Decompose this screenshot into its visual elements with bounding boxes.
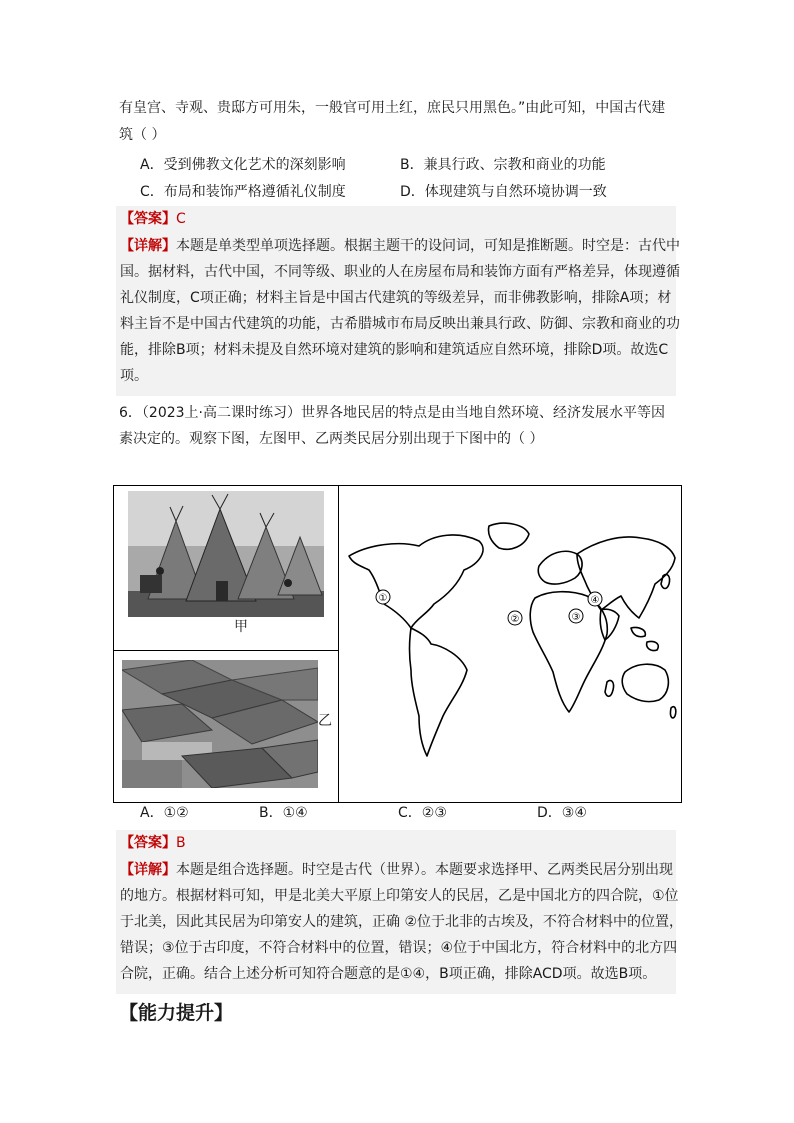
q6-detail-line: 合院，正确。结合上述分析可知符合题意的是①④，B项正确，排除ACD项。故选B项。 [120,966,657,982]
q6-option-b: B．①④ [259,805,308,821]
q5-detail-line: 礼仪制度，C项正确；材料主旨是中国古代建筑的等级差异，而非佛教影响，排除A项；材 [120,290,672,306]
q5-stem-line1: 有皇宫、寺观、贵邸方可用朱，一般官可用土红，庶民只用黑色。”由此可知，中国古代建 [119,100,666,116]
q5-detail-line: 国。据材料，古代中国，不同等级、职业的人在房屋布局和装饰方面有严格差异，体现遵循 [120,264,680,280]
q6-stem-line1: 6．（2023上·高二课时练习）世界各地民居的特点是由当地自然环境、经济发展水平等因 [119,405,665,421]
q6-detail-line: 错误；③位于古印度，不符合材料中的位置，错误；④位于中国北方，符合材料中的北方四 [120,940,678,956]
q6-option-d: D．③④ [537,805,587,821]
q6-detail-line: 的地方。根据材料可知，甲是北美大平原上印第安人的民居，乙是中国北方的四合院，①位 [120,888,679,904]
q6-detail-line: 【详解】本题是组合选择题。时空是古代（世界）。本题要求选择甲、乙两类民居分别出现 [120,862,673,878]
answer-value: C [176,211,186,227]
q5-detail-line: 项。 [120,368,148,384]
q5-option-a: A．受到佛教文化艺术的深刻影响 [140,157,346,173]
answer-tag: 【答案】 [120,835,176,851]
q6-answer [120,833,186,853]
q5-stem-line2: 筑（ ） [119,127,166,143]
detail-tag: 【详解】 [120,862,176,878]
q6-answer-box [116,830,683,994]
q5-detail-line: 料主旨不是中国古代建筑的功能，古希腊城市布局反映出兼具行政、防御、宗教和商业的功 [120,316,680,332]
answer-value: B [176,835,186,851]
detail-tag: 【详解】 [120,238,176,254]
q5-option-d: D．体现建筑与自然环境协调一致 [400,184,607,200]
answer-tag: 【答案】 [120,211,176,227]
q6-detail-line: 于北美，因此其民居为印第安人的建筑，正确 ②位于北非的古埃及，不符合材料中的位置， [120,914,683,930]
q6-figure [113,485,682,803]
courtyard-house-photo [122,660,318,788]
q5-answer-box [116,206,680,396]
label-jia: 甲 [234,619,248,635]
q6-option-c: C．②③ [398,805,447,821]
figure-panel-jia [114,486,339,651]
q5-option-c: C．布局和装饰严格遵循礼仪制度 [140,184,346,200]
map-marker-2: ② [510,614,520,625]
map-marker-4: ④ [590,595,600,606]
q5-answer [120,209,186,229]
world-map-image [339,486,681,802]
figure-panel-yi [114,651,339,802]
map-marker-3: ③ [571,612,581,623]
section-heading: 【能力提升】 [119,1002,234,1024]
label-yi: 乙 [318,713,332,729]
q6-option-a: A．①② [140,805,189,821]
q6-stem-line2: 素决定的。观察下图，左图甲、乙两类民居分别出现于下图中的（ ） [119,431,544,447]
map-marker-1: ① [378,593,388,604]
tipi-engraving-image [128,491,324,617]
q5-detail-line: 能，排除B项；材料未提及自然环境对建筑的影响和建筑适应自然环境，排除D项。故选C [120,342,669,358]
figure-panel-world-map [339,486,681,802]
q5-detail-line: 【详解】本题是单类型单项选择题。根据主题干的设问词，可知是推断题。时空是：古代中 [120,238,680,254]
q5-option-b: B．兼具行政、宗教和商业的功能 [400,157,606,173]
